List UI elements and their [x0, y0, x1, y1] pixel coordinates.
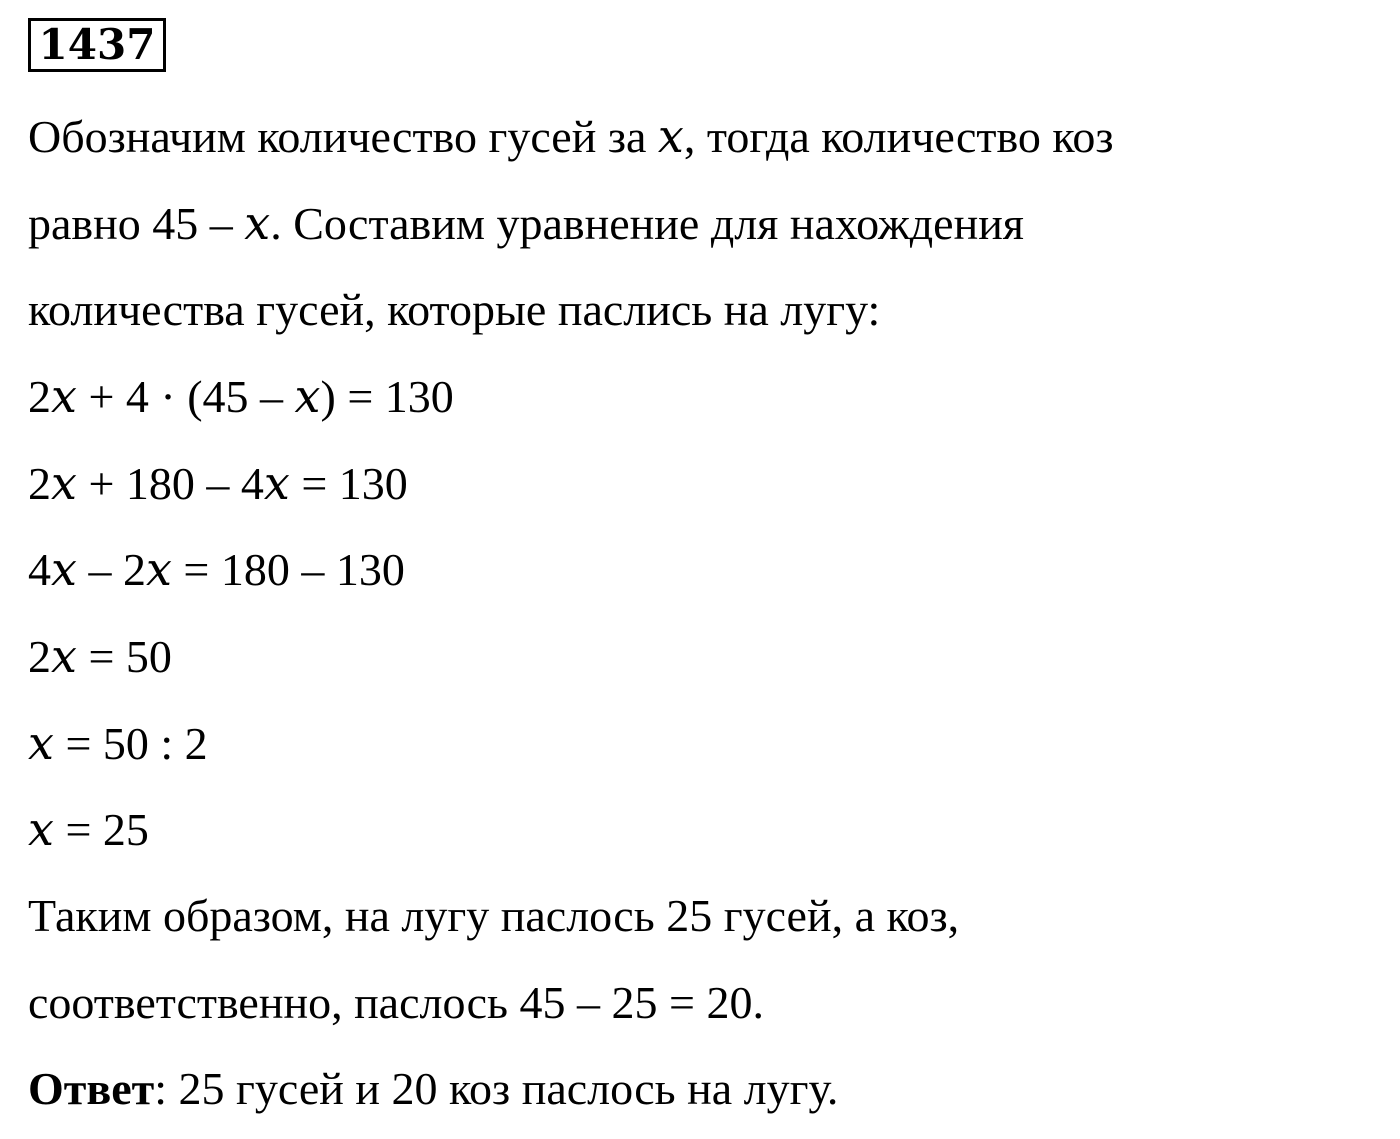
equation-part: 2 — [28, 631, 51, 682]
answer-line — [28, 1063, 838, 1115]
variable-x: x — [51, 456, 77, 510]
intro-text: Обозначим количество гусей за — [28, 111, 658, 162]
variable-x: x — [657, 109, 684, 163]
intro-text: равно 45 – — [28, 198, 245, 249]
equation-3 — [28, 543, 405, 596]
conclusion-line-1: Таким образом, на лугу паслось 25 гусей, а коз, — [28, 890, 960, 941]
equation-part: + 4 · (45 – — [76, 371, 295, 422]
variable-x: x — [294, 369, 321, 423]
equation-part: = 50 : 2 — [53, 718, 208, 769]
variable-x: x — [28, 716, 54, 770]
intro-line-3: количества гусей, которые паслись на лугу: — [28, 284, 881, 335]
intro-text: , тогда количество коз — [683, 111, 1114, 162]
equation-5 — [28, 717, 208, 770]
intro-line-2 — [28, 197, 1024, 250]
equation-part: 2 — [28, 371, 51, 422]
answer-text: : 25 гусей и 20 коз паслось на лугу. — [154, 1063, 839, 1114]
intro-text: . Составим уравнение для нахождения — [270, 198, 1024, 249]
conclusion-line-2: соответственно, паслось 45 – 25 = 20. — [28, 977, 764, 1028]
problem-number-box: 1437 — [28, 18, 166, 72]
equation-2 — [28, 457, 408, 510]
equation-6 — [28, 803, 149, 856]
variable-x: x — [51, 629, 77, 683]
equation-part: = 130 — [289, 458, 408, 509]
equation-1 — [28, 370, 454, 423]
variable-x: x — [28, 802, 54, 856]
variable-x: x — [244, 196, 271, 250]
equation-part: 2 — [28, 458, 51, 509]
intro-line-1 — [28, 110, 1114, 163]
answer-label: Ответ — [28, 1063, 155, 1114]
variable-x: x — [263, 456, 290, 510]
variable-x: x — [51, 542, 77, 596]
equation-part: + 180 – 4 — [76, 458, 264, 509]
equation-part: ) = 130 — [320, 371, 454, 422]
equation-4 — [28, 630, 172, 683]
equation-part: – 2 — [76, 544, 146, 595]
equation-part: = 180 – 130 — [171, 544, 405, 595]
variable-x: x — [51, 369, 77, 423]
equation-part: = 25 — [53, 804, 149, 855]
equation-part: = 50 — [76, 631, 172, 682]
variable-x: x — [145, 542, 172, 596]
equation-part: 4 — [28, 544, 51, 595]
